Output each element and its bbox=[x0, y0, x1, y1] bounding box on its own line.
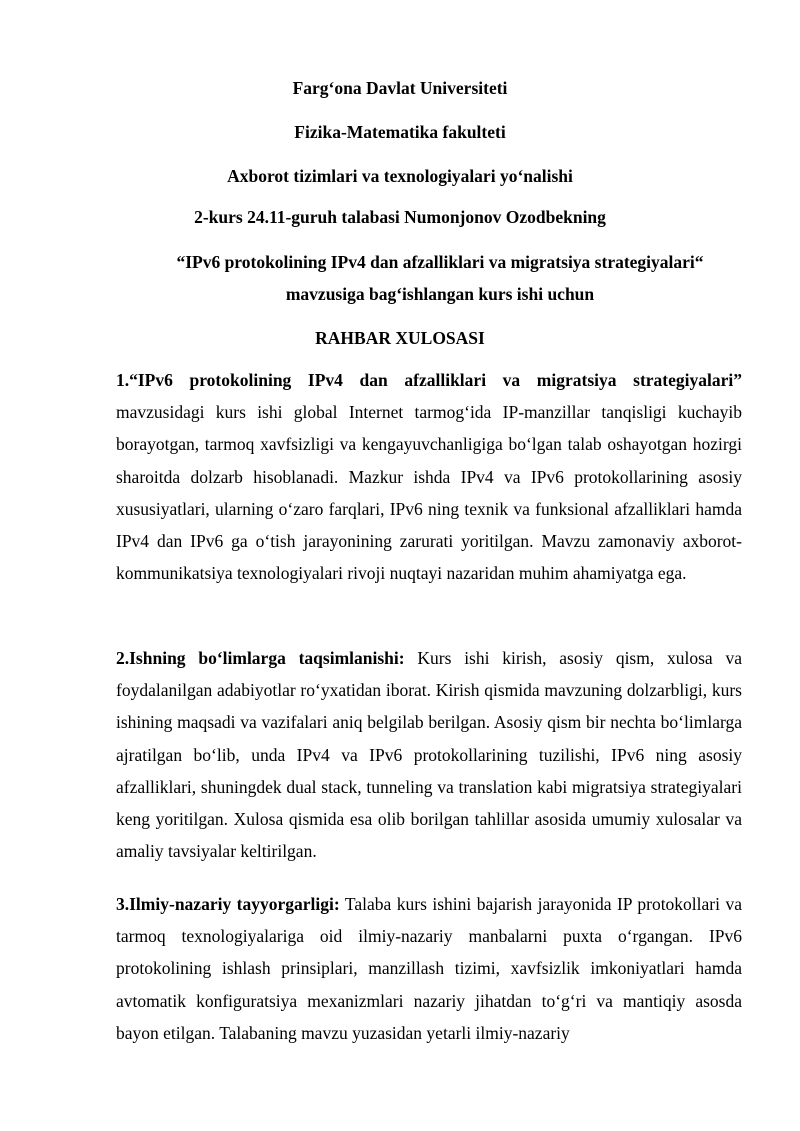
topic-title: “IPv6 protokolining IPv4 dan afzalliklari va migratsiya strategiyalari“ mavzusiga bag‘ishlangan kurs ishi uchun bbox=[176, 252, 704, 304]
section-2 bbox=[116, 642, 742, 867]
section-3-text: Talaba kurs ishini bajarish jarayonida IP protokollari va tarmoq texnologiyalariga oid ilmiy-nazariy manbalarni puxta o‘rgangan. IPv6 protokolining ishlash prinsiplari, manzillash tizimi, xavfsizlik imkoniyatlari hamda avtomatik konfiguratsiya mexanizmlari nazariy jihatdan to‘g‘ri va mantiqiy asosda bayon etilgan. Talabaning mavzu yuzasidan yetarli ilmiy-nazariy bbox=[116, 894, 742, 1043]
section-1 bbox=[116, 364, 742, 589]
faculty-name: Fizika-Matematika fakulteti bbox=[294, 122, 506, 142]
university-name: Farg‘ona Davlat Universiteti bbox=[292, 78, 508, 98]
section-2-heading: 2.Ishning bo‘limlarga taqsimlanishi: bbox=[116, 648, 405, 668]
section-3-heading: 3.Ilmiy-nazariy tayyorgarligi: bbox=[116, 894, 340, 914]
section-3 bbox=[116, 888, 742, 1049]
section-1-text: mavzusidagi kurs ishi global Internet tarmog‘ida IP-manzillar tanqisligi kuchayib borayotgan, tarmoq xavfsizligi va kengayuvchanligiga bo‘lgan talab oshayotgan hozirgi sharoitda dolzarb hisoblanadi. Mazkur ishda IPv4 va IPv6 protokollarining asosiy xususiyatlari, ularning o‘zaro farqlari, IPv6 ning texnik va funksional afzalliklari hamda IPv4 dan IPv6 ga o‘tish jarayonining zarurati yoritilgan. Mavzu zamonaviy axborot-kommunikatsiya texnologiyalari rivoji nuqtayi nazaridan muhim ahamiyatga ega. bbox=[116, 402, 742, 584]
document-title: RAHBAR XULOSASI bbox=[315, 328, 485, 348]
section-1-heading: 1.“IPv6 protokolining IPv4 dan afzalliklari va migratsiya strategiyalari” bbox=[116, 370, 742, 390]
section-2-text: Kurs ishi kirish, asosiy qism, xulosa va foydalanilgan adabiyotlar ro‘yxatidan iborat. Kirish qismida mavzuning dolzarbligi, kurs ishining maqsadi va vazifalari aniq belgilab berilgan. Asosiy qism bir nechta bo‘limlarga ajratilgan bo‘lib, unda IPv4 va IPv6 protokollarining tuzilishi, IPv6 ning asosiy afzalliklari, shuningdek dual stack, tunneling va translation kabi migratsiya strategiyalari keng yoritilgan. Xulosa qismida esa olib borilgan tahlillar asosida umumiy xulosalar va amaliy tavsiyalar keltirilgan. bbox=[116, 648, 742, 862]
student-line: 2-kurs 24.11-guruh talabasi Numonjonov Ozodbekning bbox=[194, 207, 606, 227]
direction-name: Axborot tizimlari va texnologiyalari yo‘nalishi bbox=[227, 166, 573, 186]
